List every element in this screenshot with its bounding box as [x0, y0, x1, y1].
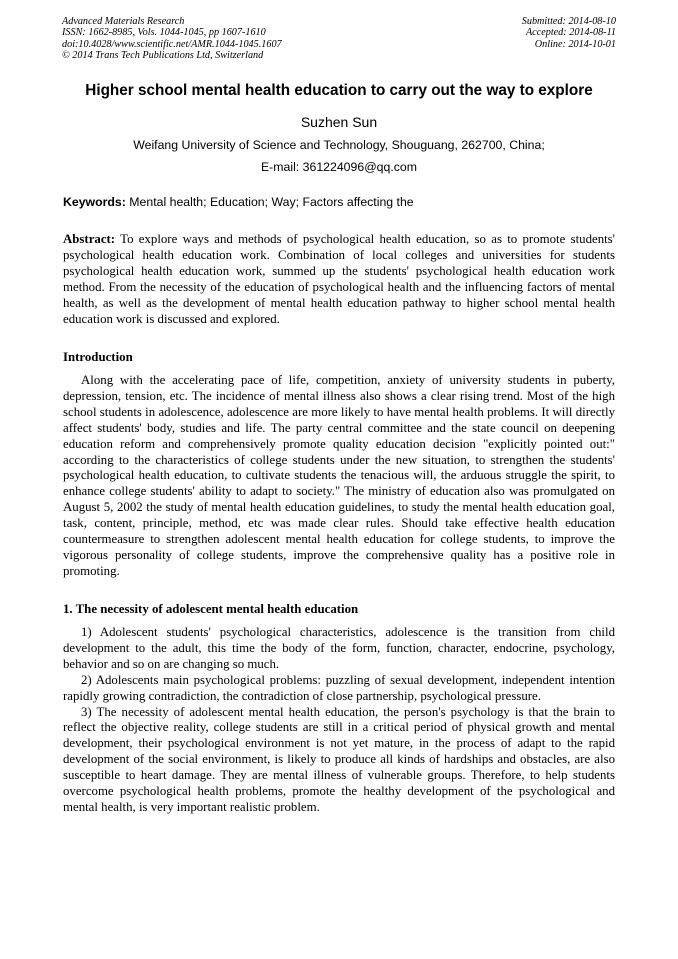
section-1-heading: 1. The necessity of adolescent mental health education	[63, 602, 359, 616]
section-1-body	[63, 625, 615, 816]
journal-info	[62, 16, 282, 62]
submitted-date: Submitted: 2014-08-10	[521, 16, 616, 27]
journal-doi: doi:10.4028/www.scientific.net/AMR.1044-1045.1607	[62, 38, 282, 50]
author-name: Suzhen Sun	[300, 114, 378, 130]
online-date: Online: 2014-10-01	[534, 38, 616, 50]
keywords-label: Keywords:	[63, 195, 126, 209]
section-1-paragraph-1: 1) Adolescent students' psychological characteristics, adolescence is the transition from child development to the adult, this time the body of the form, function, character, endocrine, psychology, behavior and so on are changing so much.	[63, 625, 615, 671]
author-affiliation: Weifang University of Science and Technology, Shouguang, 262700, China;	[133, 138, 545, 152]
introduction-heading: Introduction	[63, 350, 133, 364]
paper-title: Higher school mental health education to carry out the way to explore	[85, 82, 593, 99]
section-1-paragraph-3: 3) The necessity of adolescent mental health education, the person's psychology is that the brain to reflect the objective reality, college students are still in a critical period of physical growth and mental development, their psychological environment is not yet mature, in the process of adapt to the rapid development of the social environment, is likely to produce all kinds of hardships and obstacles, are also susceptible to heart damage. They are mental illness of vulnerable groups. Therefore, to help students overcome psychological health problems, promote the healthy development of the psychological and mental health, is very important realistic problem.	[63, 704, 615, 814]
journal-name: Advanced Materials Research	[62, 16, 185, 27]
introduction-paragraph: Along with the accelerating pace of life, competition, anxiety of university students in puberty, depression, tension, etc. The incidence of mental illness also shows a clear rising trend. Most of the high school students in adolescence, adolescence are more likely to have mental health problems. It will directly affect students' body, studies and life. The party central committee and the state council on deepening education reform and comprehensively promote quality education decision "explicitly pointed out:" according to the characteristics of college students under the new situation, to strengthen the students' psychological health education, to cultivate students the tenacious will, the arduous struggle the spirit, to enhance college students' ability to adapt to society." The ministry of education also was promulgated on August 5, 2002 the study of mental health education guidelines, to study the mental health education goal, task, content, principle, method, etc was made clear rules. Should take effective health education countermeasure to strengthen adolescent mental health education for college students, to improve the vigorous personality of college students, improve the comprehensive quality has a positive role in promoting.	[63, 373, 615, 578]
author-email: E-mail: 361224096@qq.com	[260, 160, 418, 174]
journal-copyright: © 2014 Trans Tech Publications Ltd, Switzerland	[62, 50, 264, 62]
abstract-text: To explore ways and methods of psychological health education, so as to promote students' psychological health education work. Combination of local colleges and universities for students psychological health education work, summed up the students' psychological health education work method. From the necessity of the education of psychological health and the influencing factors of mental health, as well as the development of mental health education pathway to higher school mental health education work is discussed and explored.	[63, 232, 615, 326]
submission-dates	[522, 16, 616, 50]
abstract	[63, 232, 615, 327]
section-1-paragraph-2: 2) Adolescents main psychological problems: puzzling of sexual development, independent intention rapidly growing contradiction, the contradiction of close partnership, psychological pressure.	[63, 672, 615, 703]
journal-issn: ISSN: 1662-8985, Vols. 1044-1045, pp 1607-1610	[62, 27, 266, 39]
keywords	[63, 194, 616, 210]
keywords-text: Mental health; Education; Way; Factors affecting the	[125, 195, 414, 209]
accepted-date: Accepted: 2014-08-11	[525, 27, 616, 39]
abstract-label: Abstract:	[63, 232, 116, 246]
